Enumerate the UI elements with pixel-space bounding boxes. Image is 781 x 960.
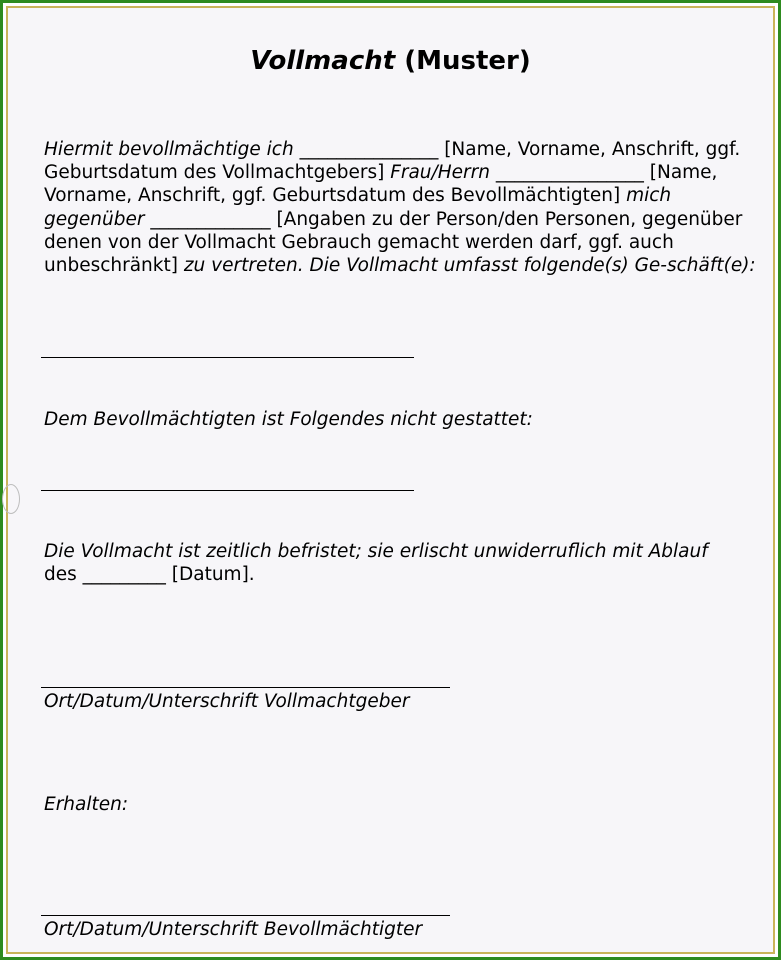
p1-s4: ________________ [Name, Vorname, Anschrift, ggf. Geburtsdatum des Bevollmächtigten] <box>44 162 718 207</box>
p1-s2: _______________ [Name, Vorname, Anschrift, ggf. Geburtsdatum des Vollmachtgebers] <box>44 139 741 184</box>
signature-agent-line <box>41 915 450 916</box>
title-suffix: (Muster) <box>395 46 531 76</box>
authorization-paragraph <box>44 138 760 277</box>
p1-s7: zu vertreten. Die Vollmacht umfasst folgende(s) Ge-schäft(e): <box>183 255 756 277</box>
received-label: Erhalten: <box>44 794 129 815</box>
title-main: Vollmacht <box>250 46 396 76</box>
document-page <box>6 6 775 954</box>
not-allowed-label: Dem Bevollmächtigten ist Folgendes nicht gestattet: <box>44 409 533 430</box>
signature-giver-line <box>41 687 450 688</box>
time-limit-s2: des _________ [Datum]. <box>44 564 255 586</box>
p1-s3: Frau/Herrn <box>390 162 490 184</box>
time-limit-paragraph <box>44 540 760 586</box>
time-limit-s1: Die Vollmacht ist zeitlich befristet; sie erlischt unwiderruflich mit Ablauf <box>44 541 708 562</box>
not-allowed-fill-line <box>41 490 414 491</box>
signature-agent-label: Ort/Datum/Unterschrift Bevollmächtigter <box>44 919 423 940</box>
signature-giver-label: Ort/Datum/Unterschrift Vollmachtgeber <box>44 691 410 712</box>
p1-s5: mich gegenüber <box>44 185 672 230</box>
page-edge-mark <box>2 484 20 514</box>
p1-s6: _____________ [Angaben zu der Person/den Personen, gegenüber denen von der Vollmacht Gebrauch gemacht werden darf, ggf. auch unbeschränkt] <box>44 208 743 277</box>
document-title <box>8 46 773 76</box>
p1-s1: Hiermit bevollmächtige ich <box>44 139 294 160</box>
business-fill-line <box>41 357 414 358</box>
